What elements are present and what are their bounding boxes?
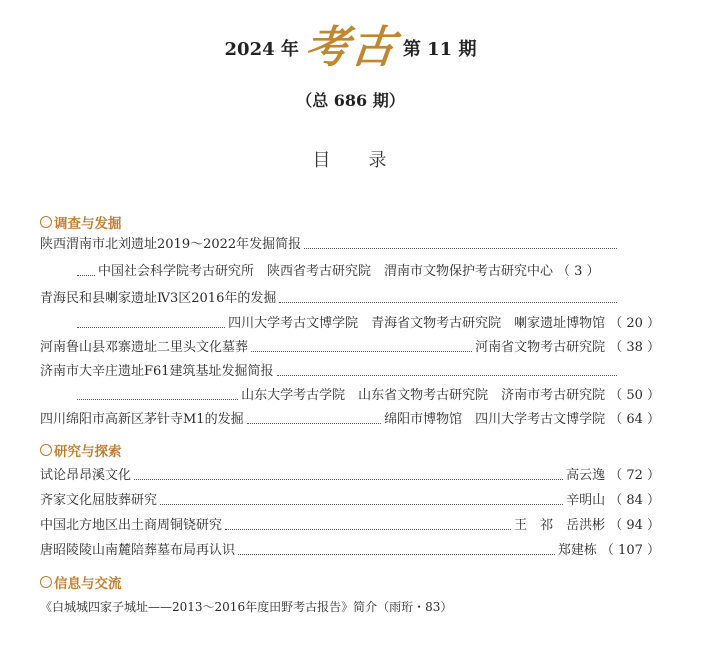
toc-entry-title[interactable]: [40, 288, 620, 310]
page-number: （ 72 ）: [609, 468, 660, 483]
section-title: 信息与交流: [54, 576, 122, 592]
section-title: 调查与发掘: [54, 216, 122, 232]
circle-bullet-icon: [40, 444, 52, 456]
article-authors: 辛明山: [566, 493, 606, 508]
toc-entry[interactable]: [40, 337, 660, 359]
leader-dots: [277, 375, 617, 376]
article-authors: 高云逸: [566, 468, 606, 483]
article-title[interactable]: 济南市大辛庄遗址F61建筑基址发掘简报: [40, 364, 274, 379]
section-heading-survey: [40, 212, 122, 232]
leader-dots: [77, 399, 238, 400]
article-authors: 河南省文物考古研究院: [475, 340, 606, 355]
article-title[interactable]: 中国北方地区出土商周铜铙研究: [40, 518, 223, 533]
article-title[interactable]: 齐家文化屈肢葬研究: [40, 493, 158, 508]
page-number: （ 38 ）: [609, 340, 660, 355]
info-entry[interactable]: 《白城城四家子城址——2013～2016年度田野考古报告》简介（雨珩・83）: [40, 600, 453, 614]
circle-bullet-icon: [40, 576, 52, 588]
leader-dots: [251, 351, 472, 352]
total-issue-label: （总 686 期）: [296, 91, 405, 110]
toc-entry[interactable]: [40, 515, 660, 537]
contents-char-2: 录: [368, 150, 389, 171]
article-title[interactable]: 唐昭陵陵山南麓陪葬墓布局再认识: [40, 543, 236, 558]
issue-label: 第 11 期: [402, 39, 477, 60]
leader-dots: [77, 327, 225, 328]
journal-header: [0, 22, 701, 73]
page-number: （ 3 ）: [557, 264, 600, 279]
contents-title: [0, 146, 701, 172]
section-title: 研究与探索: [54, 444, 122, 460]
toc-entry-authors: [74, 385, 660, 407]
toc-entry[interactable]: [40, 465, 660, 487]
leader-dots: [247, 423, 382, 424]
article-title[interactable]: 试论昂昂溪文化: [40, 468, 132, 483]
leader-dots: [225, 529, 511, 530]
leader-dots: [160, 504, 563, 505]
page-number: （ 94 ）: [609, 518, 660, 533]
article-authors: 四川大学考古文博学院 青海省文物考古研究院 喇家遗址博物馆: [228, 316, 606, 331]
toc-entry-title[interactable]: [40, 361, 620, 383]
leader-dots: [77, 275, 95, 276]
article-authors: 中国社会科学院考古研究所 陕西省考古研究院 渭南市文物保护考古研究中心: [98, 264, 554, 279]
article-title[interactable]: 四川绵阳市高新区茅针寺M1的发掘: [40, 412, 244, 427]
toc-entry[interactable]: [40, 540, 660, 562]
article-authors: 王 祁 岳洪彬: [514, 518, 606, 533]
contents-char-1: 目: [312, 150, 333, 171]
article-authors: 绵阳市博物馆 四川大学考古文博学院: [384, 412, 606, 427]
page-number: （ 107 ）: [600, 543, 660, 558]
page-number: （ 50 ）: [609, 388, 660, 403]
leader-dots: [238, 554, 555, 555]
page-number: （ 64 ）: [609, 412, 660, 427]
page-number: （ 84 ）: [609, 493, 660, 508]
article-title[interactable]: 河南鲁山县邓寨遗址二里头文化墓葬: [40, 340, 249, 355]
article-title[interactable]: 陕西渭南市北刘遗址2019～2022年发掘简报: [40, 237, 302, 252]
circle-bullet-icon: [40, 216, 52, 228]
toc-entry[interactable]: [40, 409, 660, 431]
leader-dots: [279, 302, 617, 303]
leader-dots: [304, 248, 617, 249]
article-authors: 郑建栋: [557, 543, 597, 558]
section-heading-research: [40, 440, 122, 460]
year-label: 2024 年: [224, 39, 299, 60]
toc-entry-title[interactable]: [40, 234, 620, 256]
section-heading-info: [40, 572, 122, 592]
article-title[interactable]: 青海民和县喇家遗址Ⅳ3区2016年的发掘: [40, 291, 277, 306]
leader-dots: [134, 479, 563, 480]
toc-entry[interactable]: [40, 490, 660, 512]
toc-entry-authors: [74, 261, 660, 283]
journal-logo: 考古: [302, 22, 400, 73]
toc-entry-authors: [74, 313, 660, 335]
page-number: （ 20 ）: [609, 316, 660, 331]
article-authors: 山东大学考古学院 山东省文物考古研究院 济南市考古研究院: [241, 388, 606, 403]
